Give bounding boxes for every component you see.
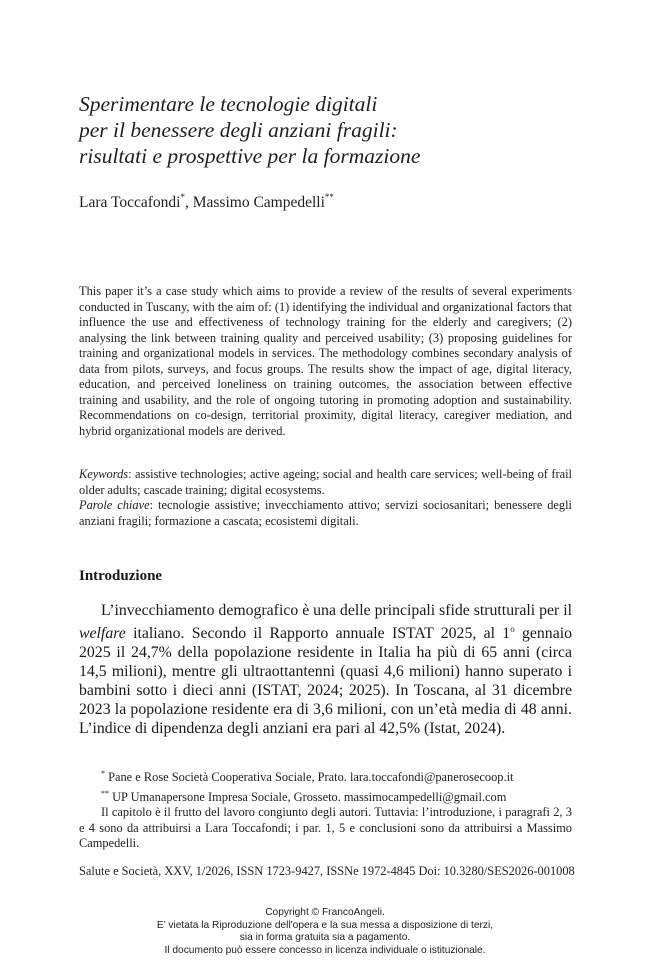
intro-text: italiano. Secondo il Rapporto annuale ISTAT 2025, al 1 [125, 625, 511, 642]
authorship-note: Il capitolo è il frutto del lavoro congiunto degli autori. Tuttavia: l’introduzione, i paragrafi 2, 3 e 4 sono da attribuirsi a Lara Toccafondi; i par. 1, 5 e conclusioni sono da attribuirsi a Massimo Campedelli. [79, 805, 572, 850]
keywords-text: : assistive technologies; active ageing; social and health care services; well-being of frail older adults; cascade training; digital ecosystems. [79, 467, 572, 497]
title-line: per il benessere degli anziani fragili: [79, 118, 398, 142]
keywords-english [79, 467, 572, 498]
copyright-notice [0, 907, 650, 957]
intro-text: L’invecchiamento demografico è una delle principali sfide strutturali per il [101, 602, 572, 619]
keywords-italian [79, 498, 572, 529]
section-heading: Introduzione [79, 568, 163, 584]
footnote [79, 786, 572, 806]
title-line: Sperimentare le tecnologie digitali [79, 92, 378, 116]
copyright-line: Il documento può essere concesso in licenza individuale o istituzionale. [164, 944, 486, 956]
footnote-text: Pane e Rose Società Cooperativa Sociale, Prato. lara.toccafondi@panerosecoop.it [105, 770, 514, 784]
paper-title [79, 91, 599, 169]
footnote-mark: * [101, 769, 105, 778]
footnote [79, 766, 572, 786]
author-line [79, 192, 334, 212]
author-separator: , [184, 194, 193, 211]
footnote-text: UP Umanapersone Impresa Sociale, Grosseto. massimocampedelli@gmail.com [109, 789, 507, 804]
intro-paragraph [79, 601, 572, 738]
keywords-label: Parole chiave [79, 498, 150, 512]
footnotes [79, 766, 572, 852]
author-footnote-mark: ** [324, 192, 334, 202]
title-line: risultati e prospettive per la formazione [79, 144, 421, 168]
keywords-text: : tecnologie assistive; invecchiamento attivo; servizi sociosanitari; benessere degli anziani fragili; formazione a cascata; ecosistemi digitali. [79, 498, 572, 528]
intro-text: gennaio 2025 il 24,7% della popolazione residente in Italia ha più di 65 anni (circa 14,5 milioni), mentre gli ultraottantenni (quasi 4,6 milioni) hanno superato i bambini sotto i dieci anni (ISTAT, 2024; 2025). In Toscana, al 31 dicembre 2023 la popolazione residente era di 3,6 milioni, con un’età media di 48 anni. L’indice di dipendenza degli anziani era pari al 42,5% (Istat, 2024). [79, 625, 572, 737]
keywords-block [79, 467, 572, 529]
copyright-line: Copyright © FrancoAngeli. [265, 907, 385, 918]
abstract: This paper it’s a case study which aims to provide a review of the results of several experiments conducted in Tuscany, with the aim of: (1) identifying the individual and organizational factors that influence the use and effectiveness of technology training for the elderly and caregivers; (2) analysing the link between training quality and perceived usability; (3) proposing guidelines for training and organizational models in services. The methodology combines secondary analysis of data from pilots, surveys, and focus groups. The results show the impact of age, digital literacy, education, and perceived loneliness on training outcomes, the association between effective training and usability, and the role of ongoing tutoring in promoting adoption and sustainability. Recommendations on co-design, territorial proximity, digital literacy, caregiver mediation, and hybrid organizational models are derived. [79, 284, 572, 438]
author-name: Lara Toccafondi [79, 194, 181, 211]
author-footnote-mark: * [180, 192, 185, 202]
copyright-line: E’ vietata la Riproduzione dell'opera e la sua messa a disposizione di terzi, [156, 919, 494, 931]
journal-citation: Salute e Società, XXV, 1/2026, ISSN 1723-9427, ISSNe 1972-4845 Doi: 10.3280/SES2026-001008 [79, 864, 575, 878]
intro-italic-term: welfare [79, 625, 126, 642]
ordinal-mark: o [510, 624, 515, 634]
copyright-line: sia in forma gratuita sia a pagamento. [239, 932, 411, 943]
keywords-label: Keywords [79, 467, 129, 481]
author-name: Massimo Campedelli [192, 194, 325, 211]
footnote-mark: ** [101, 788, 109, 798]
